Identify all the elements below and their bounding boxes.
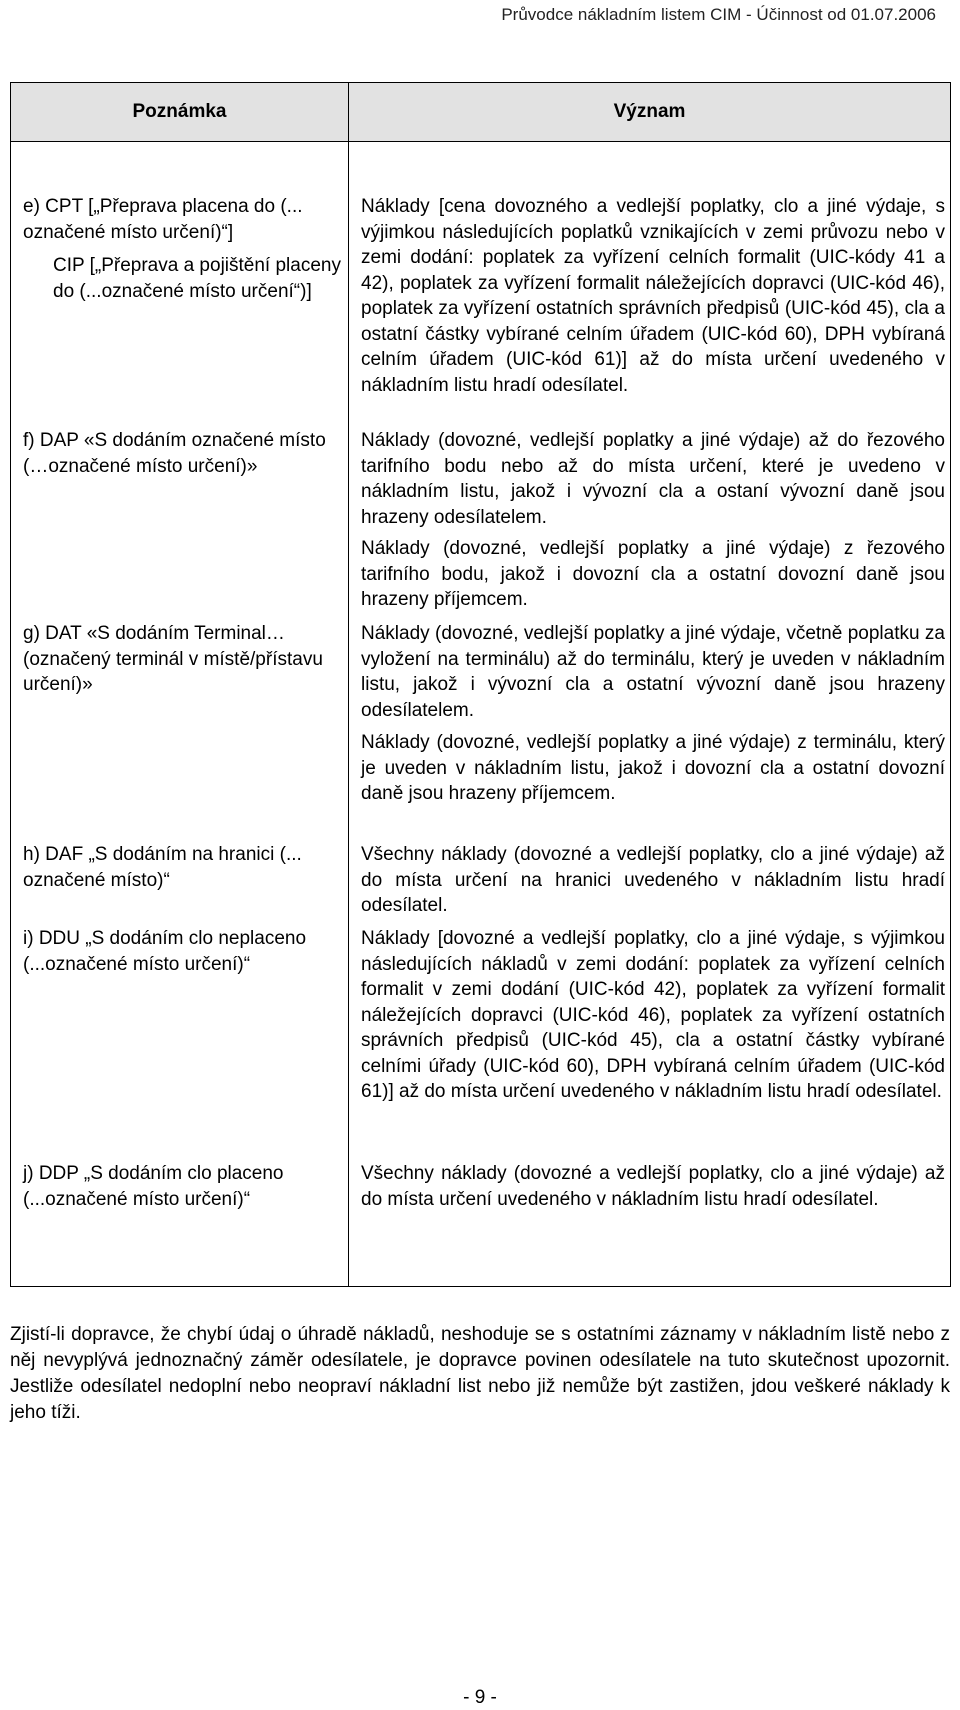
- note-f: [23, 428, 345, 479]
- table-header-row: [11, 83, 951, 142]
- meaning-column: [349, 142, 951, 1287]
- note-h-line-1: h) DAF „S dodáním na hranici (... označené místo)“: [23, 844, 302, 891]
- running-header: Průvodce nákladním listem CIM - Účinnost od 01.07.2006: [501, 5, 936, 24]
- note-f-line-1: f) DAP «S dodáním označené místo (…označené místo určení)»: [23, 430, 326, 477]
- meaning-g-export: Náklady (dovozné, vedlejší poplatky a jiné výdaje, včetně poplatku za vyložení na terminálu) až do terminálu, který je uveden v nákladním listu, jakož i vývozní cla a ostatní vývozní daně jsou hrazeny odesílatelem.: [361, 623, 945, 721]
- note-i-line-1: i) DDU „S dodáním clo neplaceno (...označené místo určení)“: [23, 928, 307, 975]
- note-g-line-1: g) DAT «S dodáním Terminal…(označený terminál v místě/přístavu určení)»: [23, 623, 323, 695]
- note-j-line-1: j) DDP „S dodáním clo placeno (...označené místo určení)“: [23, 1163, 284, 1210]
- note-e-line-1: e) CPT [„Přeprava placena do (... označené místo určení)“]: [23, 196, 303, 243]
- meaning-j: Všechny náklady (dovozné a vedlejší poplatky, clo a jiné výdaje) až do místa určení uvedeného v nákladním listu hradí odesílatel.: [361, 1163, 945, 1210]
- note-h: [23, 842, 345, 893]
- meaning-g-import: Náklady (dovozné, vedlejší poplatky a jiné výdaje) z terminálu, který je uveden v nákladním listu, jakož i dovozní cla a ostatní dovozní daně jsou hrazeny příjemcem.: [361, 732, 945, 804]
- meaning-f-import: Náklady (dovozné, vedlejší poplatky a jiné výdaje) z řezového tarifního bodu, jakož i dovozní cla a ostatní dovozní daně jsou hrazeny příjemcem.: [361, 538, 945, 610]
- meaning-f-export: Náklady (dovozné, vedlejší poplatky a jiné výdaje) až do řezového tarifního bodu nebo až do místa určení, které je uvedeno v nákladním listu, jakož i vývozní cla a ostaní vývozní daně jsou hrazeny odesílatelem.: [361, 430, 945, 528]
- note-i: [23, 926, 345, 977]
- closing-paragraph: Zjistí-li dopravce, že chybí údaj o úhradě nákladů, neshoduje se s ostatními záznamy v nákladním listě nebo z něj nevyplývá jednoznačný záměr odesílatele, je dopravce povinen odesílatele na tuto skutečnost upozornit. Jestliže odesílatel nedoplní nebo neopraví nákladní list nebo již nemůže být zastižen, jdou veškeré náklady k jeho tíži.: [10, 1324, 950, 1423]
- meaning-e: Náklady [cena dovozného a vedlejší poplatky, clo a jiné výdaje, s výjimkou následujících poplatků vznikajících v zemi průvozu nebo v zemi dodání: poplatek za vyřízení celních formalit (UIC-kódy 41 a 42), poplatek za vyřízení formalit náležejících dopravci (UIC-kód 46), poplatek za vyřízení ostatních správních předpisů (UIC-kód 45), cla a ostatní částky vybírané celním úřadem (UIC-kód 60), DPH vybíraná celním úřadem (UIC-kód 61)] až do místa určení uvedeného v nákladním listu hradí odesílatel.: [361, 196, 945, 396]
- column-header-note: Poznámka: [11, 83, 349, 142]
- note-e: [23, 142, 345, 304]
- note-j: [23, 1161, 345, 1212]
- table-body-row: [11, 142, 951, 1287]
- note-column: [11, 142, 349, 1287]
- page-number: - 9 -: [463, 1687, 497, 1708]
- note-g: [23, 621, 345, 698]
- meaning-h: Všechny náklady (dovozné a vedlejší poplatky, clo a jiné výdaje) až do místa určení na hranici uvedeného v nákladním listu hradí odesílatel.: [361, 844, 945, 916]
- note-e-line-2: CIP [„Přeprava a pojištění placeny do (...označené místo určení“)]: [53, 255, 341, 302]
- column-header-meaning: Význam: [349, 83, 951, 142]
- incoterms-table: [10, 82, 951, 1287]
- meaning-i: Náklady [dovozné a vedlejší poplatky, clo a jiné výdaje, s výjimkou následujících nákladů v zemi dodání: poplatek za vyřízení celních formalit v zemi dodání (UIC-kód 42), poplatek za vyřízení formalit náležejících dopravci (UIC-kód 46), poplatek za vyřízení ostatních správních předpisů (UIC-kód 45), cla a ostatní částky vybírané celními úřady (UIC-kód 60), DPH vybíraná celním úřadem (UIC-kód 61)] až do místa určení uvedeného v nákladním listu hradí odesílatel.: [361, 928, 945, 1102]
